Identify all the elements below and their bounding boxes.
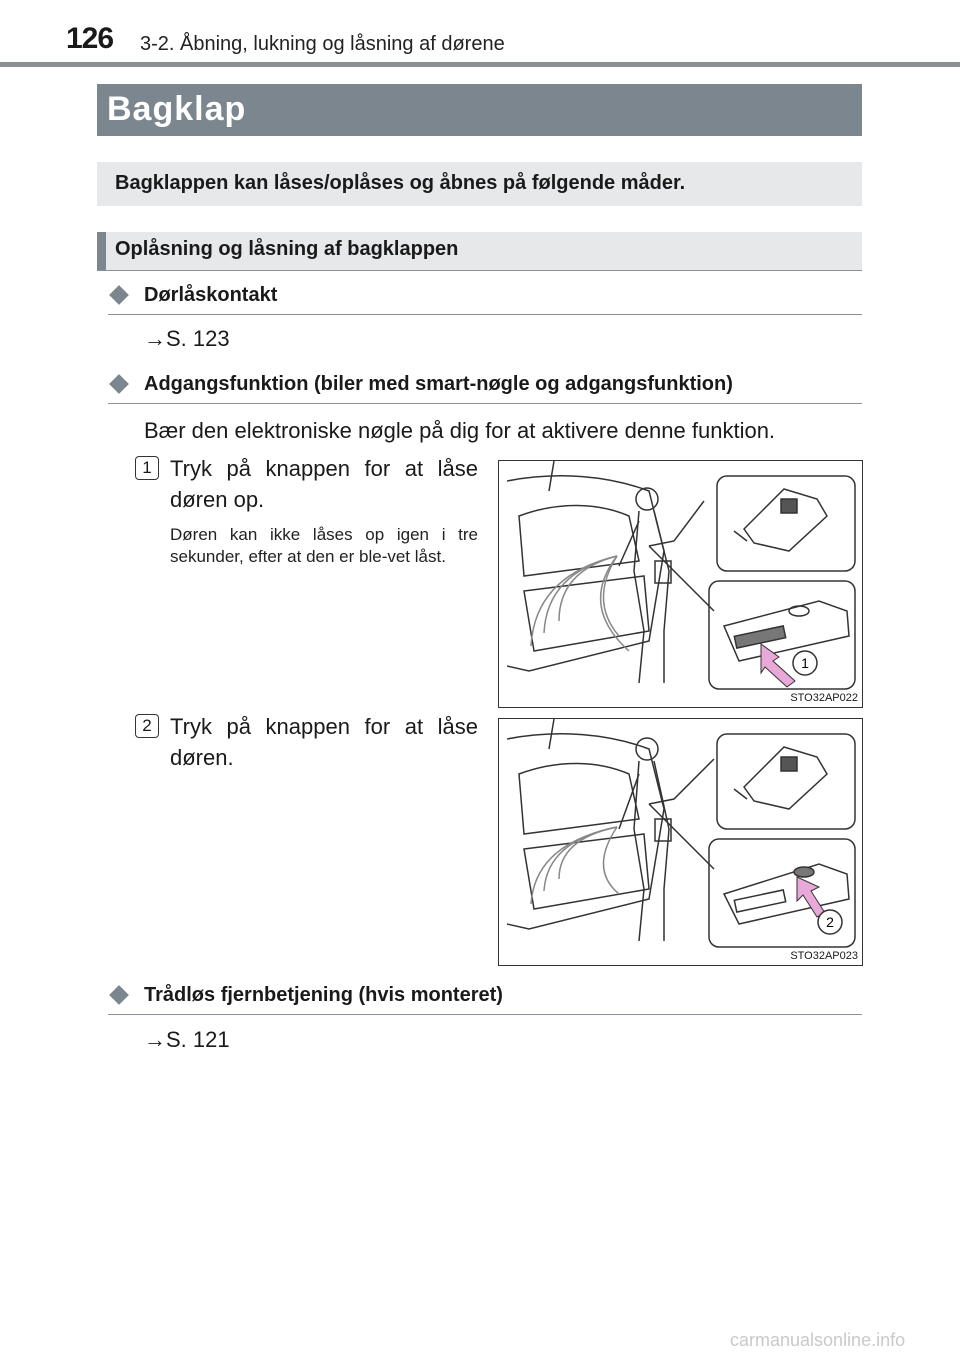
page-title-bar — [97, 84, 862, 136]
intro-box — [97, 162, 862, 206]
illustration-tailgate-lock — [499, 719, 862, 965]
diamond-bullet-icon — [109, 374, 129, 394]
figure-lock — [498, 718, 863, 966]
diamond-bullet-icon — [109, 285, 129, 305]
figure-label: STO32AP023 — [790, 950, 858, 962]
header-rule — [0, 62, 960, 67]
section-door-lock-switch — [108, 282, 862, 315]
section-body: Bær den elektroniske nøgle på dig for at aktivere denne funktion. — [144, 418, 776, 443]
step-note-1: Døren kan ikke låses op igen i tre sekunder, efter at den er ble-vet låst. — [170, 525, 478, 566]
page-number: 126 — [66, 22, 114, 55]
watermark: carmanualsonline.info — [730, 1330, 906, 1350]
figure-label: STO32AP022 — [790, 692, 858, 704]
section-title: Trådløs fjernbetjening (hvis monteret) — [144, 984, 503, 1006]
section-entry-function — [108, 371, 862, 404]
page-reference: →S. 121 — [144, 1027, 230, 1052]
subheading-text: Oplåsning og låsning af bagklappen — [115, 238, 459, 260]
step-text-2: Tryk på knappen for at låse døren. — [170, 714, 478, 770]
pink-arrow-icon — [797, 877, 825, 917]
step-number-1: 1 — [135, 456, 159, 480]
section-title: Dørlåskontakt — [144, 284, 278, 306]
illustration-tailgate-unlock — [499, 461, 862, 707]
subheading-bar — [97, 232, 106, 270]
subheading — [97, 232, 862, 271]
section-wireless-remote — [108, 982, 862, 1015]
callout-2: 2 — [826, 914, 834, 930]
figure-unlock — [498, 460, 863, 708]
chapter-title: 3-2. Åbning, lukning og låsning af dørene — [140, 33, 505, 55]
page-title: Bagklap — [107, 90, 247, 128]
section-title: Adgangsfunktion (biler med smart-nøgle og adgangsfunktion) — [144, 373, 733, 395]
pink-arrow-icon — [761, 644, 795, 687]
step-text-1: Tryk på knappen for at låse døren op. — [170, 456, 478, 512]
step-number-2: 2 — [135, 714, 159, 738]
intro-text: Bagklappen kan låses/oplåses og åbnes på følgende måder. — [115, 172, 686, 194]
page-reference: →S. 123 — [144, 326, 230, 351]
callout-1: 1 — [801, 655, 809, 671]
diamond-bullet-icon — [109, 985, 129, 1005]
